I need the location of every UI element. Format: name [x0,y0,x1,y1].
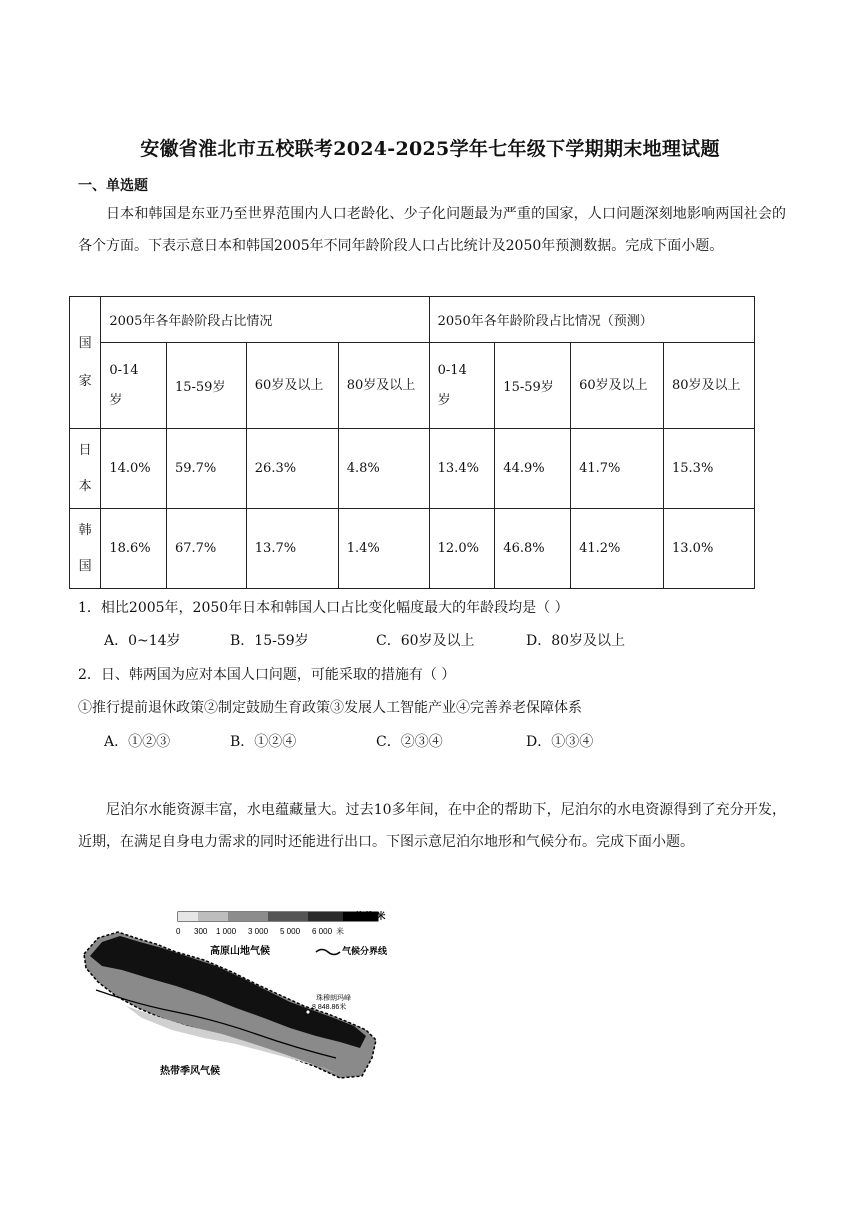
question-2-stem: 2．日、韩两国为应对本国人口问题，可能采取的措施有（ ） [78,667,456,683]
question-1-stem: 1．相比2005年，2050年日本和韩国人口占比变化幅度最大的年龄段均是（ ） [78,600,569,616]
value-cell: 67.7% [166,509,246,589]
elevation-legend [176,910,386,936]
option-c[interactable]: C．60岁及以上 [376,633,475,649]
table-row [70,429,755,509]
question-1-options [104,630,724,650]
age-header: 15-59岁 [166,343,246,429]
nepal-map [76,908,406,1086]
value-cell: 14.0% [101,429,167,509]
legend-tick: 5 000 [280,927,301,936]
value-cell: 41.7% [571,429,664,509]
value-cell: 18.6% [101,509,167,589]
option-a[interactable]: A．0~14岁 [104,633,181,649]
intro-paragraph-1: 日本和韩国是东亚乃至世界范围内人口老龄化、少子化问题最为严重的国家，人口问题深刻地影响两国社会的各个方面。下表示意日本和韩国2005年不同年龄阶段人口占比统计及2050年预测数据。完成下面小题。 [78,206,786,254]
peak-marker [306,1010,310,1014]
legend-tick: 300 [194,927,208,936]
peak-name: 珠穆朗玛峰 [316,995,351,1002]
age-header: 60岁及以上 [571,343,664,429]
value-cell: 26.3% [246,429,338,509]
age-header: 80岁及以上 [338,343,429,429]
option-c[interactable]: C．②③④ [376,734,443,750]
option-a[interactable]: A．①②③ [104,734,171,750]
value-cell: 1.4% [338,509,429,589]
intro-paragraph-2: 尼泊尔水能资源丰富，水电蕴藏量大。过去10多年间，在中企的帮助下，尼泊尔的水电资源得到了充分开发，近期，在满足自身电力需求的同时还能进行出口。下图示意尼泊尔地形和气候分布。完成下面小题。 [78,802,786,850]
legend-tick: 0 [176,927,181,936]
value-cell: 41.2% [571,509,664,589]
age-header: 60岁及以上 [246,343,338,429]
option-b[interactable]: B．15-59岁 [230,633,309,649]
age-header: 80岁及以上 [664,343,755,429]
age-header: 0-14岁 [429,343,495,429]
climate-boundary-legend [316,945,388,956]
question-2-items: ①推行提前退休政策②制定鼓励生育政策③发展人工智能产业④完善养老保障体系 [78,700,582,716]
country-cell: 日本 [70,429,101,509]
country-cell: 韩国 [70,509,101,589]
table-row [70,509,755,589]
header-2050: 2050年各年龄阶段占比情况（预测） [429,297,754,343]
header-2005: 2005年各年龄阶段占比情况 [101,297,429,343]
option-d[interactable]: D．①③④ [526,734,594,750]
value-cell: 13.0% [664,509,755,589]
age-header: 15-59岁 [495,343,571,429]
question-2-options [104,731,724,751]
option-d[interactable]: D．80岁及以上 [526,633,626,649]
peak-height: 8 848.86米 [312,1004,347,1011]
value-cell: 12.0% [429,509,495,589]
value-cell: 44.9% [495,429,571,509]
page-title: 安徽省淮北市五校联考2024-2025学年七年级下学期期末地理试题 [140,138,720,160]
legend-tick: 1 000 [216,927,237,936]
population-table [69,296,755,589]
label-highland-climate: 高原山地气候 [210,946,270,957]
value-cell: 13.7% [246,509,338,589]
value-cell: 59.7% [166,429,246,509]
legend-unit: 米 [336,927,344,936]
country-header: 国家 [70,297,101,429]
climate-line-label: 气候分界线 [342,946,388,956]
value-cell: 46.8% [495,509,571,589]
age-header: 0-14岁 [101,343,167,429]
value-cell: 4.8% [338,429,429,509]
label-tropical-climate: 热带季风气候 [160,1066,220,1077]
value-cell: 13.4% [429,429,495,509]
value-cell: 15.3% [664,429,755,509]
legend-tick: 6 000 [312,927,333,936]
option-b[interactable]: B．①②④ [230,734,297,750]
legend-title: 海拔/米 [356,911,386,921]
section-heading: 一、单选题 [78,178,148,194]
legend-tick: 3 000 [248,927,269,936]
